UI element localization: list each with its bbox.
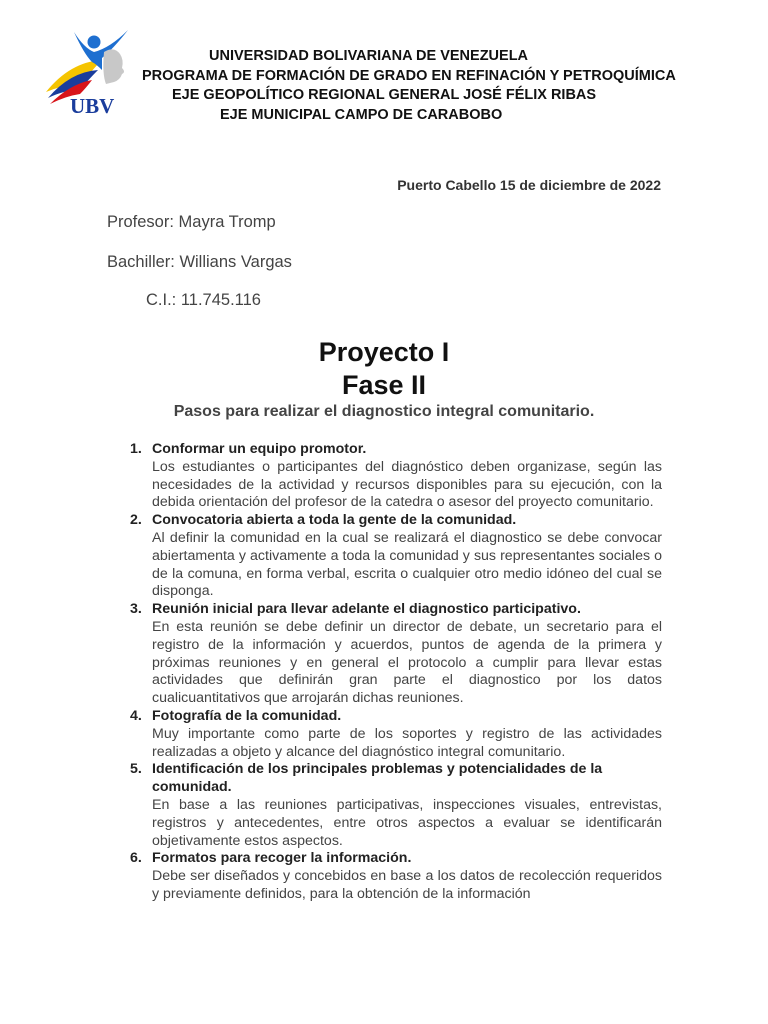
- step-body: Muy importante como parte de los soportes y registro de las actividades realizadas a objeto y alcance del diagnóstico integral comunitario.: [152, 725, 662, 760]
- step-title: Identificación de los principales problemas y potencialidades de la comunidad.: [152, 761, 603, 796]
- step-title: Conformar un equipo promotor.: [152, 441, 367, 457]
- header-program: PROGRAMA DE FORMACIÓN DE GRADO EN REFINACIÓN Y PETROQUÍMICA: [142, 68, 676, 84]
- list-item: [126, 708, 662, 761]
- list-item: [126, 850, 662, 903]
- header-university: UNIVERSIDAD BOLIVARIANA DE VENEZUELA: [209, 48, 529, 64]
- list-item: [126, 761, 662, 850]
- step-title: Reunión inicial para llevar adelante el diagnostico participativo.: [152, 601, 581, 618]
- ci-line: C.I.: 11.745.116: [146, 291, 261, 309]
- ubv-emblem-icon: [40, 24, 140, 120]
- profesor-line: Profesor: Mayra Tromp: [107, 213, 276, 231]
- step-number: 6.: [130, 850, 142, 867]
- step-body: En esta reunión se debe definir un director de debate, un secretario para el registro de la información y acuerdos, puntos de agenda de la primera y próximas reuniones y en general el protocolo a cumplir para llevar estas actividades que definirán gran parte el diagnostico por los datos cualicuantitativos que arrojarán dichas reuniones.: [152, 618, 662, 707]
- step-body: Al definir la comunidad en la cual se realizará el diagnostico se debe convocar abiertamenta y activamente a toda la comunidad y sus representantes sociales o de la comuna, en forma verbal, escrita o cualquier otro medio idóneo del cual se disponga.: [152, 529, 662, 600]
- list-item: [126, 441, 662, 512]
- header-eje-regional: EJE GEOPOLÍTICO REGIONAL GENERAL JOSÉ FÉLIX RIBAS: [172, 87, 597, 103]
- step-title: Fotografía de la comunidad.: [152, 707, 342, 724]
- steps-list: [126, 441, 662, 904]
- step-body: Debe ser diseñados y concebidos en base a los datos de recolección requeridos y previamente definidos, para la obtención de la información: [152, 868, 662, 902]
- step-number: 3.: [130, 601, 142, 618]
- header-eje-municipal: EJE MUNICIPAL CAMPO DE CARABOBO: [220, 107, 503, 123]
- document-title: Proyecto I: [318, 337, 450, 367]
- step-number: 5.: [130, 761, 142, 778]
- place-date: Puerto Cabello 15 de diciembre de 2022: [397, 177, 661, 193]
- step-title: Formatos para recoger la información.: [152, 850, 412, 867]
- logo-text: UBV: [70, 94, 115, 118]
- bachiller-line: Bachiller: Willians Vargas: [107, 253, 292, 271]
- step-number: 1.: [130, 441, 142, 457]
- step-body: En base a las reuniones participativas, inspecciones visuales, entrevistas, registros y antecedentes, entre otros aspectos a evaluar se identificarán objetivamente estos aspectos.: [152, 796, 662, 849]
- ubv-logo: [40, 24, 140, 120]
- list-item: [126, 512, 662, 601]
- step-number: 2.: [130, 512, 142, 529]
- list-item: [126, 601, 662, 708]
- step-body: Los estudiantes o participantes del diagnóstico deben organizase, según las necesidades de la actividad y recursos disponibles para su ejecución, con la debida orientación del profesor de la catedra o asesor del proyecto comunitario.: [152, 458, 662, 511]
- document-phase: Fase II: [341, 370, 427, 400]
- step-title: Convocatoria abierta a toda la gente de la comunidad.: [152, 512, 517, 529]
- step-number: 4.: [130, 707, 142, 724]
- document-subtitle: Pasos para realizar el diagnostico integral comunitario.: [173, 403, 595, 420]
